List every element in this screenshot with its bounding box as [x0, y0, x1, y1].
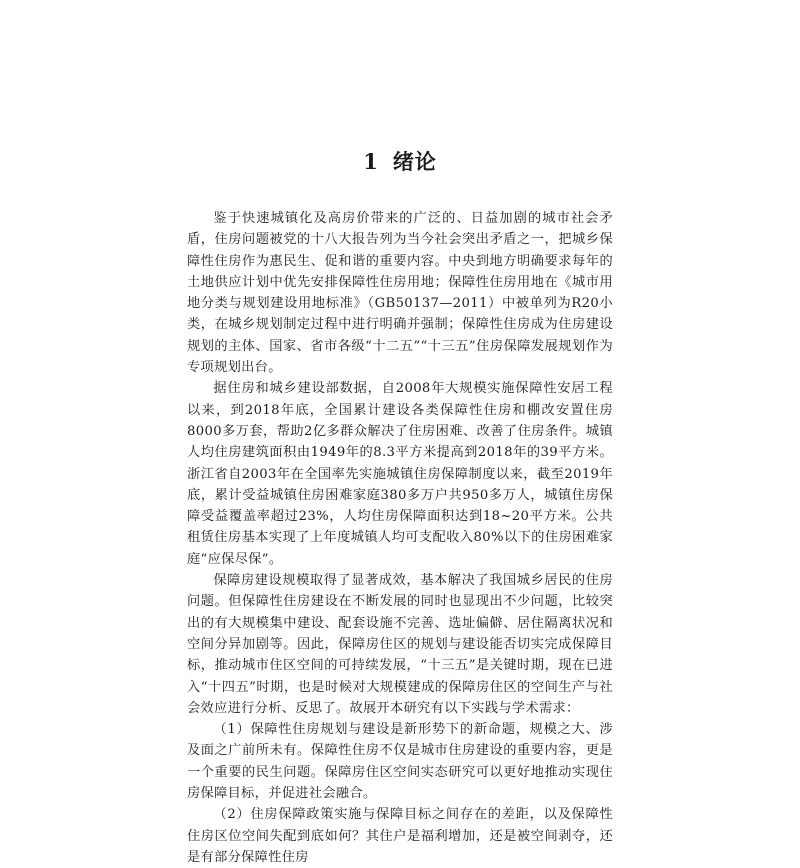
paragraph-4: （1）保障性住房规划与建设是新形势下的新命题，规模之大、涉及面之广前所未有。保障性住房不仅是城市住房建设的重要内容，更是一个重要的民生问题。保障房住区空间实态研究可以更好地推动实现住房保障目标，并促进社会融合。 — [187, 722, 613, 802]
chapter-number: 1 — [363, 149, 379, 174]
paragraph-1: 鉴于快速城镇化及高房价带来的广泛的、日益加剧的城市社会矛盾，住房问题被党的十八大报告列为当今社会突出矛盾之一，把城乡保障性住房作为惠民生、促和谐的重要内容。中央到地方明确要求每年的土地供应计划中优先安排保障性住房用地；保障性住房用地在《城市用地分类与规划建设用地标准》（GB50137—2011）中被单列为R20小类，在城乡规划制定过程中进行明确并强制；保障性住房成为住房建设规划的主体、国家、省市各级“十二五”“十三五”住房保障发展规划作为专项规划出台。 — [187, 211, 613, 376]
chapter-title: 绪论 — [392, 149, 437, 174]
body-text — [187, 208, 613, 868]
paragraph-3: 保障房建设规模取得了显著成效，基本解决了我国城乡居民的住房问题。但保障性住房建设在不断发展的同时也显现出不少问题，比较突出的有大规模集中建设、配套设施不完善、选址偏僻、居住隔离状况和空间分异加剧等。因此，保障房住区的规划与建设能否切实完成保障目标，推动城市住区空间的可持续发展，“十三五”是关键时期，现在已进入“十四五”时期，也是时候对大规模建成的保障房住区的空间生产与社会效应进行分析、反思了。故展开本研究有以下实践与学术需求： — [187, 573, 613, 716]
chapter-heading — [0, 146, 800, 176]
paragraph-5: （2）住房保障政策实施与保障目标之间存在的差距，以及保障性住房区位空间失配到底如何？其住户是福利增加，还是被空间剥夺，还是有部分保障性住房 — [187, 807, 613, 865]
paragraph-2: 据住房和城乡建设部数据，自2008年大规模实施保障性安居工程以来，到2018年底，全国累计建设各类保障性住房和棚改安置住房8000多万套，帮助2亿多群众解决了住房困难、改善了住房条件。城镇人均住房建筑面积由1949年的8.3平方米提高到2018年的39平方米。浙江省自2003年在全国率先实施城镇住房保障制度以来，截至2019年底，累计受益城镇住房困难家庭380多万户共950多万人，城镇住房保障受益覆盖率超过23%，人均住房保障面积达到18~20平方米。公共租赁住房基本实现了上年度城镇人均可支配收入80%以下的住房困难家庭“应保尽保”。 — [187, 381, 613, 567]
